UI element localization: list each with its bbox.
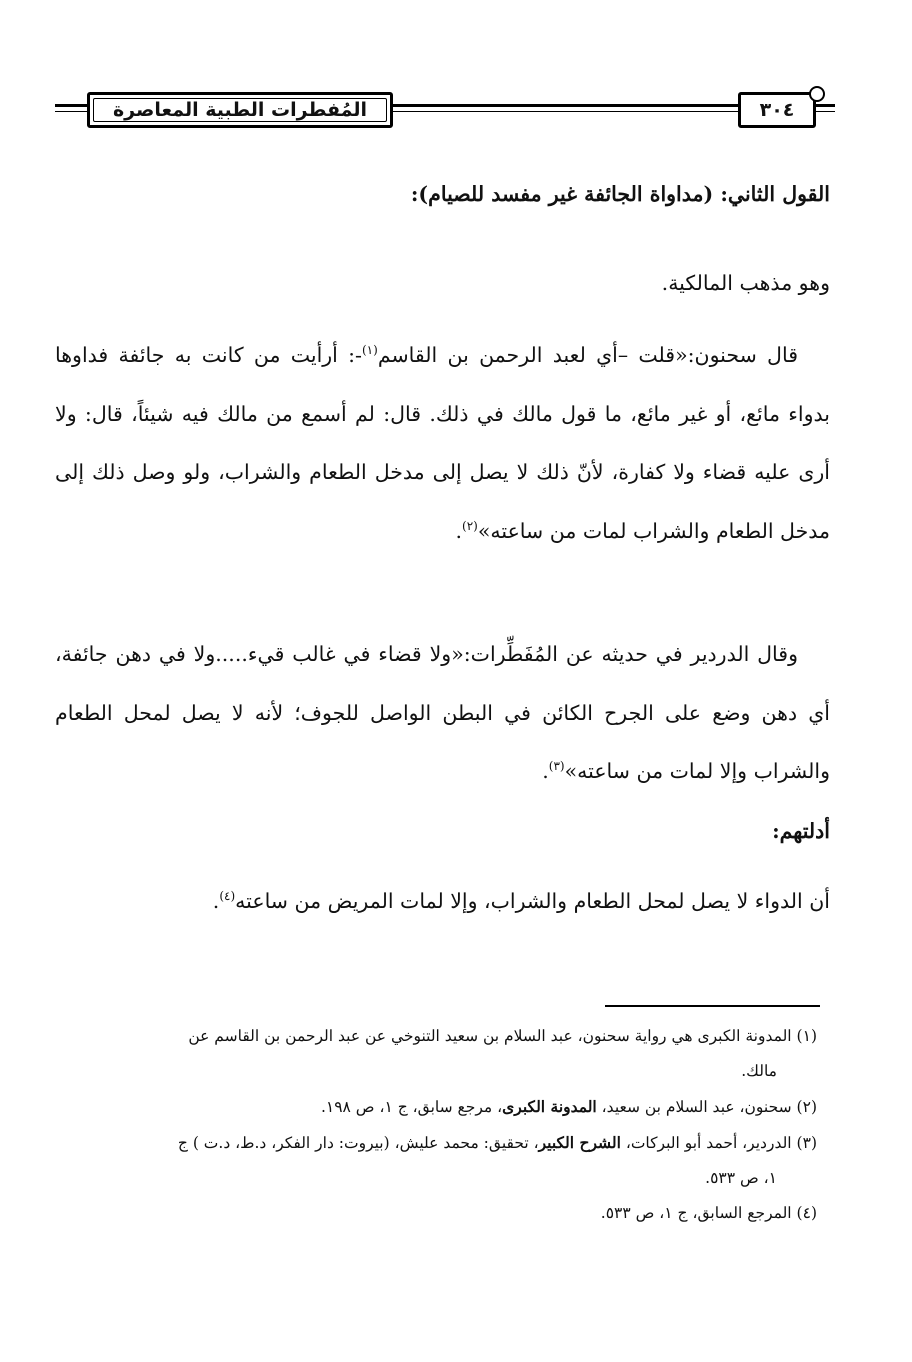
footnote-number: (٣) xyxy=(796,1134,817,1152)
header-rule-middle-bottom xyxy=(393,111,738,112)
paragraph-sahnun-part1: قال سحنون:«قلت –أي لعبد الرحمن بن القاسم xyxy=(377,343,798,367)
paragraph-sahnun xyxy=(55,326,830,560)
footnote-text: المدونة الكبرى هي رواية سحنون، عبد السلام بن سعيد التنوخي عن عبد الرحمن بن القاسم عن xyxy=(188,1027,792,1045)
footnote-ref-3: (٣) xyxy=(548,759,565,774)
evidence-end: . xyxy=(212,889,220,913)
footnote-ref-2: (٢) xyxy=(462,518,478,533)
header-rule-right-top xyxy=(816,104,835,107)
footnote-number: (٤) xyxy=(796,1204,817,1222)
header-rule-left-top xyxy=(55,104,87,107)
footnote-3 xyxy=(55,1125,817,1196)
header-rule-left-bottom xyxy=(55,111,87,112)
evidence-heading: أدلتهم: xyxy=(772,819,830,843)
footnote-separator xyxy=(605,1005,820,1007)
page-number: ٣٠٤ xyxy=(759,99,795,121)
footnote-ref-1: (١) xyxy=(361,343,378,358)
page-number-box xyxy=(738,92,816,128)
header-rule-middle-top xyxy=(393,104,738,107)
scroll-ornament xyxy=(809,86,825,102)
footnote-continuation: مالك. xyxy=(741,1062,777,1080)
header-rule-right-bottom xyxy=(816,111,835,112)
footnote-text: سحنون، عبد السلام بن سعيد، xyxy=(596,1098,792,1116)
paragraph-dardir-text: وقال الدردير في حديثه عن المُفَطِّرات:«ولا قضاء في غالب قيء.....ولا في دهن جائفة، أي دهن وضع على الجرح الكائن في البطن الواصل للجوف؛ لأنه لا يصل لمحل الطعام والشراب وإلا لمات من ساعته» xyxy=(55,642,830,783)
footnotes xyxy=(55,1019,817,1231)
footnote-ref-4: (٤) xyxy=(219,889,236,904)
footnote-2 xyxy=(55,1089,817,1125)
footnote-text-rest: ، تحقيق: محمد عليش، (بيروت: دار الفكر، د.ط، د.ت ) ج xyxy=(177,1134,539,1152)
paragraph-sahnun-end: . xyxy=(455,518,463,543)
paragraph-sahnun-part2: -: أرأيت من كانت به جائفة فداوها بدواء مائع، أو غير مائع، ما قول مالك في ذلك. قال: لم أسمع من مالك فيه شيئاً، قال: ولا أرى عليه قضاء ولا كفارة، لأنّ ذلك لا يصل إلى مدخل الطعام والشراب، ولو وصل ذلك إلى مدخل الطعام والشراب لمات من ساعته» xyxy=(55,343,830,543)
footnote-book-title: المدونة الكبرى xyxy=(502,1097,597,1116)
footnote-text: الدردير، أحمد أبو البركات، xyxy=(620,1134,792,1152)
footnote-text-rest: ، مرجع سابق، ج ١، ص ١٩٨. xyxy=(320,1098,503,1116)
footnote-text: المرجع السابق، ج ١، ص ٥٣٣. xyxy=(600,1204,792,1222)
footnote-number: (٢) xyxy=(796,1098,817,1116)
section-heading: القول الثاني: (مداواة الجائفة غير مفسد للصيام): xyxy=(410,182,830,206)
paragraph-dardir xyxy=(55,625,830,801)
running-header xyxy=(55,92,835,132)
book-title: المُفطرات الطبية المعاصرة xyxy=(112,99,368,121)
evidence-paragraph xyxy=(55,872,830,931)
footnote-4 xyxy=(55,1196,817,1231)
footnote-1 xyxy=(55,1019,817,1089)
footnote-book-title: الشرح الكبير xyxy=(538,1133,621,1152)
footnote-continuation: ١، ص ٥٣٣. xyxy=(705,1169,777,1187)
evidence-text: أن الدواء لا يصل لمحل الطعام والشراب، وإلا لمات المريض من ساعته xyxy=(235,889,830,913)
school-line: وهو مذهب المالكية. xyxy=(661,271,830,295)
paragraph-dardir-end: . xyxy=(542,759,549,783)
footnote-number: (١) xyxy=(796,1027,817,1045)
book-title-box xyxy=(87,92,393,128)
